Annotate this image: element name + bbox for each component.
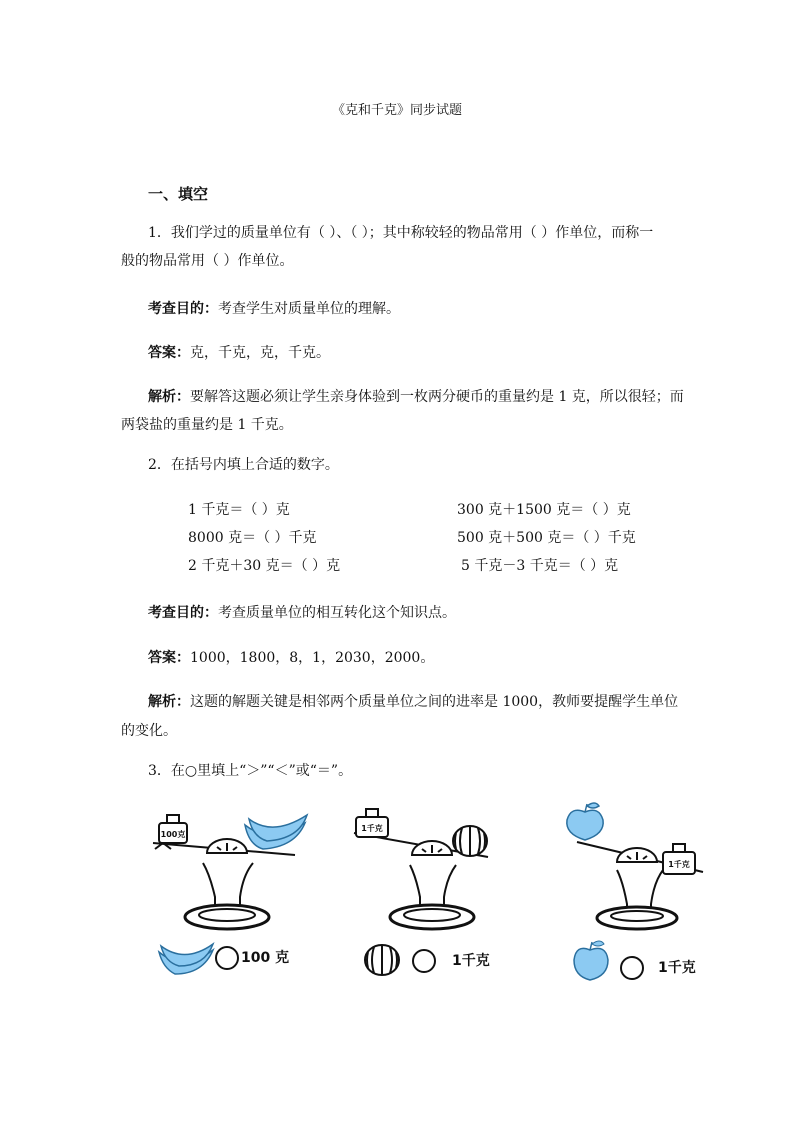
banana-icon: [155, 938, 215, 978]
q1-purpose: [148, 298, 400, 320]
watermelon-icon: [453, 826, 487, 856]
q1-analysis-line2: 两袋盐的重量约是 1 千克。: [121, 417, 293, 433]
compare-value: 1千克: [658, 960, 696, 976]
compare-row-1: [155, 938, 315, 978]
q1-analysis: [148, 386, 684, 408]
compare-circle[interactable]: [412, 949, 436, 973]
analysis-text: 这题的解题关键是相邻两个质量单位之间的进率是 1000，教师要提醒学生单位: [190, 694, 679, 710]
answer-label: 答案：: [148, 650, 190, 666]
weight-label: 1千克: [668, 860, 690, 869]
q2-item-6: 5 千克－3 千克＝（ ）克: [461, 558, 619, 574]
purpose-label: 考查目的：: [148, 605, 218, 621]
compare-row-2: [362, 940, 522, 980]
apple-icon: [570, 938, 614, 982]
answer-label: 答案：: [148, 345, 190, 361]
scale-illustration-3: [555, 800, 715, 935]
q2-item-4: 500 克＋500 克＝（ ）千克: [457, 530, 636, 546]
q2-analysis: [148, 691, 678, 713]
q2-prompt: 2．在括号内填上合适的数字。: [148, 457, 339, 473]
answer-text: 克，千克，克，千克。: [190, 345, 330, 361]
banana-icon: [245, 815, 307, 849]
compare-value: 1千克: [452, 953, 490, 969]
q2-item-3: 8000 克＝（ ）千克: [188, 530, 317, 546]
weight-1kg: [663, 844, 695, 874]
q2-item-1: 1 千克＝（ ）克: [188, 502, 290, 518]
analysis-label: 解析：: [148, 694, 190, 710]
answer-text: 1000，1800，8，1，2030，2000。: [190, 650, 435, 666]
apple-icon: [567, 803, 603, 840]
q2-item-2: 300 克＋1500 克＝（ ）克: [457, 502, 631, 518]
compare-value: 100 克: [241, 950, 290, 966]
page-title: 《克和千克》同步试题: [331, 103, 462, 118]
q1-line1: 1．我们学过的质量单位有（ ）、（ ）；其中称较轻的物品常用（ ）作单位，而称一: [148, 225, 654, 241]
q2-answer: [148, 647, 434, 669]
compare-circle[interactable]: [620, 956, 644, 980]
compare-row-3: [570, 938, 730, 982]
compare-circle[interactable]: [215, 946, 239, 970]
scale-illustration-1: [145, 805, 315, 940]
q2-item-5: 2 千克＋30 克＝（ ）克: [188, 558, 341, 574]
weight-label: 1千克: [361, 824, 383, 833]
analysis-label: 解析：: [148, 389, 190, 405]
purpose-text: 考查质量单位的相互转化这个知识点。: [218, 605, 456, 621]
q1-answer: [148, 342, 330, 364]
purpose-text: 考查学生对质量单位的理解。: [218, 301, 400, 317]
q1-line2: 般的物品常用（ ）作单位。: [121, 253, 294, 269]
analysis-text: 要解答这题必须让学生亲身体验到一枚两分硬币的重量约是 1 克，所以很轻；而: [190, 389, 684, 405]
weight-label: 100克: [160, 830, 186, 839]
purpose-label: 考查目的：: [148, 301, 218, 317]
q2-analysis-line2: 的变化。: [121, 723, 177, 739]
q3-prompt: 3．在○里填上“＞”“＜”或“＝”。: [148, 763, 353, 779]
watermelon-icon: [362, 940, 404, 980]
q2-purpose: [148, 602, 456, 624]
scale-illustration-2: [348, 805, 508, 940]
section-heading: 一、填空: [148, 185, 209, 203]
